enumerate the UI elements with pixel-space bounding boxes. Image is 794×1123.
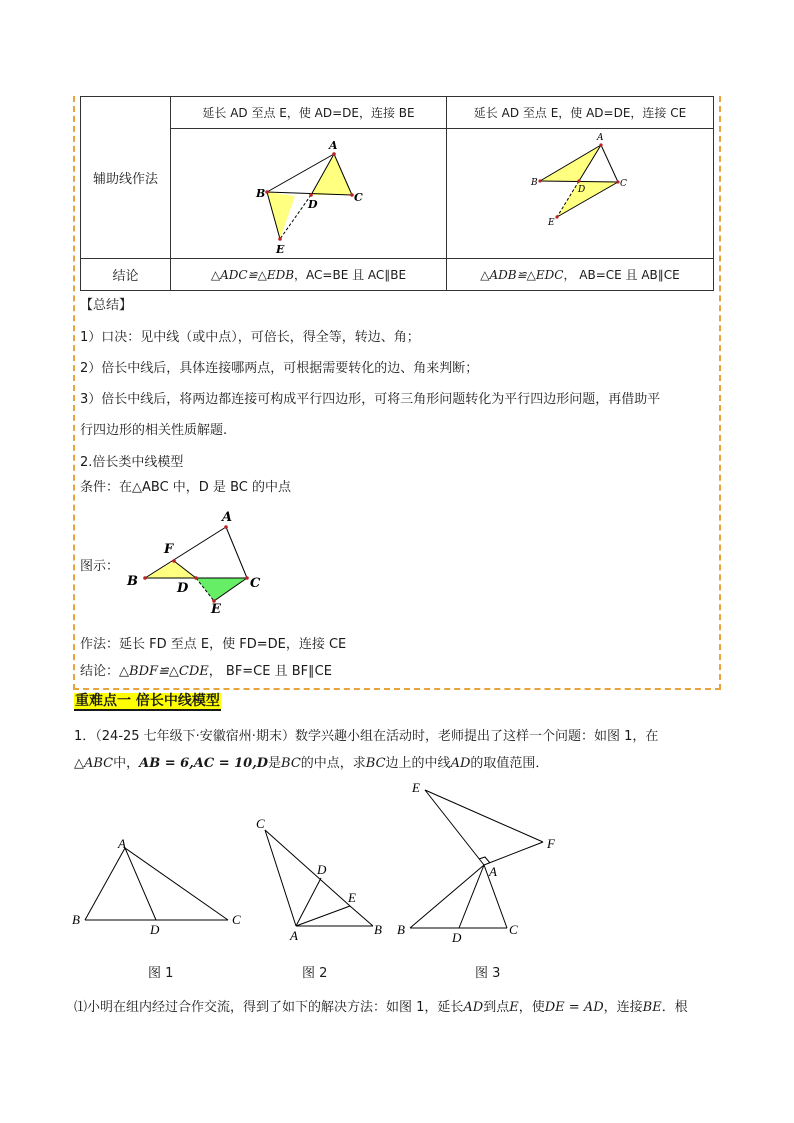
problem-figure-3: [395, 780, 575, 945]
label-c: C: [250, 576, 261, 591]
sub-question-1: [74, 996, 688, 1015]
label-d: D: [578, 185, 586, 195]
text: 中，: [113, 756, 140, 771]
label-a: A: [329, 139, 338, 152]
label-e: E: [348, 890, 356, 905]
math: AB = 6,AC = 10,D: [139, 756, 269, 771]
figure-adc-edb: [171, 129, 446, 255]
label-d: D: [317, 862, 327, 877]
math: AD: [450, 756, 471, 771]
label-f: F: [164, 542, 174, 557]
label-d: D: [308, 198, 318, 211]
text: ，使: [518, 1000, 545, 1015]
conclusion-cell-2: [447, 259, 714, 291]
text: ，连接: [603, 1000, 643, 1015]
method-cell-1: 延长 AD 至点 E，使 AD=DE，连接 BE: [171, 97, 447, 129]
summary-title: 【总结】: [80, 298, 133, 313]
math: BC: [281, 756, 301, 771]
label-b: B: [127, 574, 138, 589]
figure-cell-2: [447, 129, 714, 259]
text: 边上的中线: [385, 756, 451, 771]
row-label-conclusion: 结论: [81, 259, 171, 291]
label-c: C: [354, 191, 363, 204]
conclusion-cell-1: [171, 259, 447, 291]
problem-line-2: [74, 752, 548, 771]
conclusion-text: ， AB=CE 且 AB∥CE: [563, 268, 680, 282]
text: 的中点，求: [300, 756, 366, 771]
conclusion-text: ，AC=BE 且 AC∥BE: [294, 268, 407, 282]
label-a: A: [489, 864, 497, 879]
math: BC: [365, 756, 386, 771]
text: ．根: [661, 1000, 688, 1015]
label-c: C: [620, 179, 627, 189]
text: 的取值范围．: [470, 756, 549, 771]
label-a: A: [222, 510, 233, 525]
label-e: E: [276, 243, 285, 255]
summary-item-2: 2）倍长中线后，具体连接哪两点，可根据需要转化的边、角来判断；: [80, 361, 479, 376]
math: E: [509, 1000, 519, 1015]
label-c: C: [509, 922, 518, 937]
summary-item-3-cont: 行四边形的相关性质解题.: [80, 423, 228, 438]
row-label-method: 辅助线作法: [81, 97, 171, 259]
label-a: A: [597, 133, 604, 143]
label-b: B: [397, 922, 405, 937]
conclusion-text: ， BF=CE 且 BF∥CE: [208, 664, 332, 679]
label-e: E: [412, 780, 420, 795]
figure-2-caption: 图 2: [302, 966, 328, 981]
label-d: D: [150, 922, 160, 937]
figure-cell-1: [171, 129, 447, 259]
congruence-expr: △BDF≌△CDE: [119, 664, 209, 679]
model2-conclusion: [80, 660, 332, 679]
figure-3-caption: 图 3: [475, 966, 501, 981]
label-b: B: [531, 178, 538, 188]
figure-adb-edc: [447, 129, 713, 255]
label-c: C: [256, 816, 265, 831]
section-heading: [74, 690, 221, 710]
label-b: B: [374, 922, 382, 937]
math: BE: [642, 1000, 662, 1015]
figure-bdf-cde: [120, 505, 280, 617]
label-f: F: [547, 836, 555, 851]
conclusion-label: 结论：: [80, 664, 120, 679]
figure-label: 图示：: [80, 559, 120, 574]
label-e: E: [548, 218, 555, 228]
label-b: B: [256, 187, 266, 200]
figure-1-caption: 图 1: [148, 966, 174, 981]
problem-line-1: 1．（24-25 七年级下·安徽宿州·期末）数学兴趣小组在活动时，老师提出了这样一个问题：如图 1，在: [74, 729, 659, 744]
math: DE = AD: [544, 1000, 604, 1015]
congruence-expr: △ADB≌△EDC: [480, 268, 564, 282]
summary-item-3: 3）倍长中线后，将两边都连接可构成平行四边形，可将三角形问题转化为平行四边形问题，再借助平: [80, 392, 661, 407]
label-a: A: [118, 836, 126, 851]
text: 到点: [483, 1000, 510, 1015]
label-b: B: [72, 912, 80, 927]
congruence-expr: △ADC≌△EDB: [210, 268, 295, 282]
model2-method: 作法：延长 FD 至点 E，使 FD=DE，连接 CE: [80, 637, 347, 652]
text: ⑴小明在组内经过合作交流，得到了如下的解决方法：如图 1，延长: [74, 1000, 464, 1015]
summary-item-1: 1）口决：见中线（或中点），可倍长，得全等，转边、角；: [80, 330, 420, 345]
label-d: D: [177, 581, 189, 596]
math: AD: [463, 1000, 484, 1015]
problem-figure-2: [250, 812, 390, 944]
label-a: A: [290, 928, 298, 943]
section-heading-text: 重难点一 倍长中线模型: [75, 693, 220, 709]
label-c: C: [232, 912, 241, 927]
auxiliary-line-table: [80, 96, 714, 291]
label-e: E: [211, 602, 221, 617]
problem-figure-1: [70, 832, 250, 942]
text: 是: [268, 756, 282, 771]
label-d: D: [452, 930, 462, 945]
model2-title: 2.倍长类中线模型: [80, 455, 184, 470]
model2-condition: 条件：在△ABC 中，D 是 BC 的中点: [80, 480, 291, 495]
text: △: [74, 756, 84, 771]
math: ABC: [84, 756, 114, 771]
method-cell-2: 延长 AD 至点 E，使 AD=DE，连接 CE: [447, 97, 714, 129]
